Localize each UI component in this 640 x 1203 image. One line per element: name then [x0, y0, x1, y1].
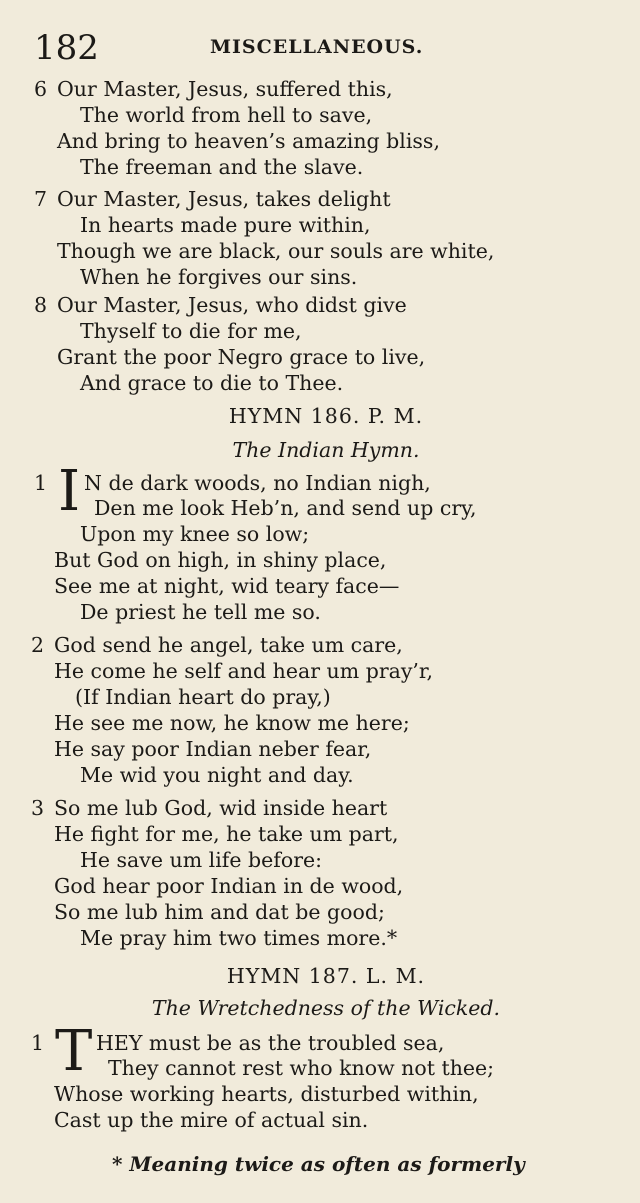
verse-line: Thyself to die for me, [80, 319, 302, 343]
stanza-number: 1 [34, 471, 48, 495]
verse-line: Our Master, Jesus, takes delight [57, 187, 391, 211]
hymn-subtitle: The Wretchedness of the Wicked. [151, 996, 501, 1020]
hymn-title: HYMN 186. P. M. [228, 404, 424, 428]
verse-line: N de dark woods, no Indian nigh, [84, 471, 431, 495]
verse-line: Den me look Heb’n, and send up cry, [94, 496, 477, 520]
hymn-title: HYMN 187. L. M. [226, 964, 426, 988]
footnote: * Meaning twice as often as formerly [112, 1152, 525, 1176]
verse-line: So me lub God, wid inside heart [54, 796, 388, 820]
stanza-number: 2 [31, 633, 45, 657]
verse-line: He fight for me, he take um part, [54, 822, 399, 846]
drop-cap: T [55, 1019, 93, 1084]
stanza-number: 1 [31, 1031, 45, 1055]
verse-line: He see me now, he know me here; [54, 711, 410, 735]
stanza-number: 6 [34, 77, 48, 101]
verse-line: Me pray him two times more.* [80, 926, 398, 950]
stanza-number: 3 [31, 796, 45, 820]
verse-line: Me wid you night and day. [80, 763, 354, 787]
verse-line: He come he self and hear um pray’r, [54, 659, 433, 683]
verse-line: Upon my knee so low; [80, 522, 310, 546]
verse-line: And grace to die to Thee. [80, 371, 344, 395]
stanza-number: 7 [34, 187, 48, 211]
page-header [34, 28, 612, 68]
verse-line: De priest he tell me so. [80, 600, 321, 624]
stanza-number: 8 [34, 293, 48, 317]
verse-line: So me lub him and dat be good; [54, 900, 385, 924]
verse-line: But God on high, in shiny place, [54, 548, 387, 572]
verse-line: (If Indian heart do pray,) [75, 685, 331, 709]
page-number: 182 [34, 28, 99, 68]
verse-line: HEY must be as the troubled sea, [96, 1031, 445, 1055]
verse-line: Our Master, Jesus, who didst give [57, 293, 407, 317]
hymn-subtitle: The Indian Hymn. [232, 438, 420, 462]
verse-line: Grant the poor Negro grace to live, [57, 345, 426, 369]
section-title: MISCELLANEOUS. [210, 36, 424, 58]
verse-line: They cannot rest who know not thee; [108, 1056, 495, 1080]
verse-line: The world from hell to save, [80, 103, 373, 127]
verse-line: Whose working hearts, disturbed within, [54, 1082, 479, 1106]
verse-line: See me at night, wid teary face— [54, 574, 400, 598]
verse-line: Our Master, Jesus, suffered this, [57, 77, 393, 101]
verse-line: In hearts made pure within, [80, 213, 371, 237]
drop-cap: I [58, 459, 81, 524]
verse-line: The freeman and the slave. [80, 155, 364, 179]
verse-line: When he forgives our sins. [80, 265, 358, 289]
verse-line: Though we are black, our souls are white, [57, 239, 495, 263]
verse-line: God send he angel, take um care, [54, 633, 403, 657]
verse-line: And bring to heaven’s amazing bliss, [57, 129, 440, 153]
verse-line: God hear poor Indian in de wood, [54, 874, 404, 898]
verse-line: Cast up the mire of actual sin. [54, 1108, 369, 1132]
verse-line: He save um life before: [80, 848, 323, 872]
verse-line: He say poor Indian neber fear, [54, 737, 372, 761]
